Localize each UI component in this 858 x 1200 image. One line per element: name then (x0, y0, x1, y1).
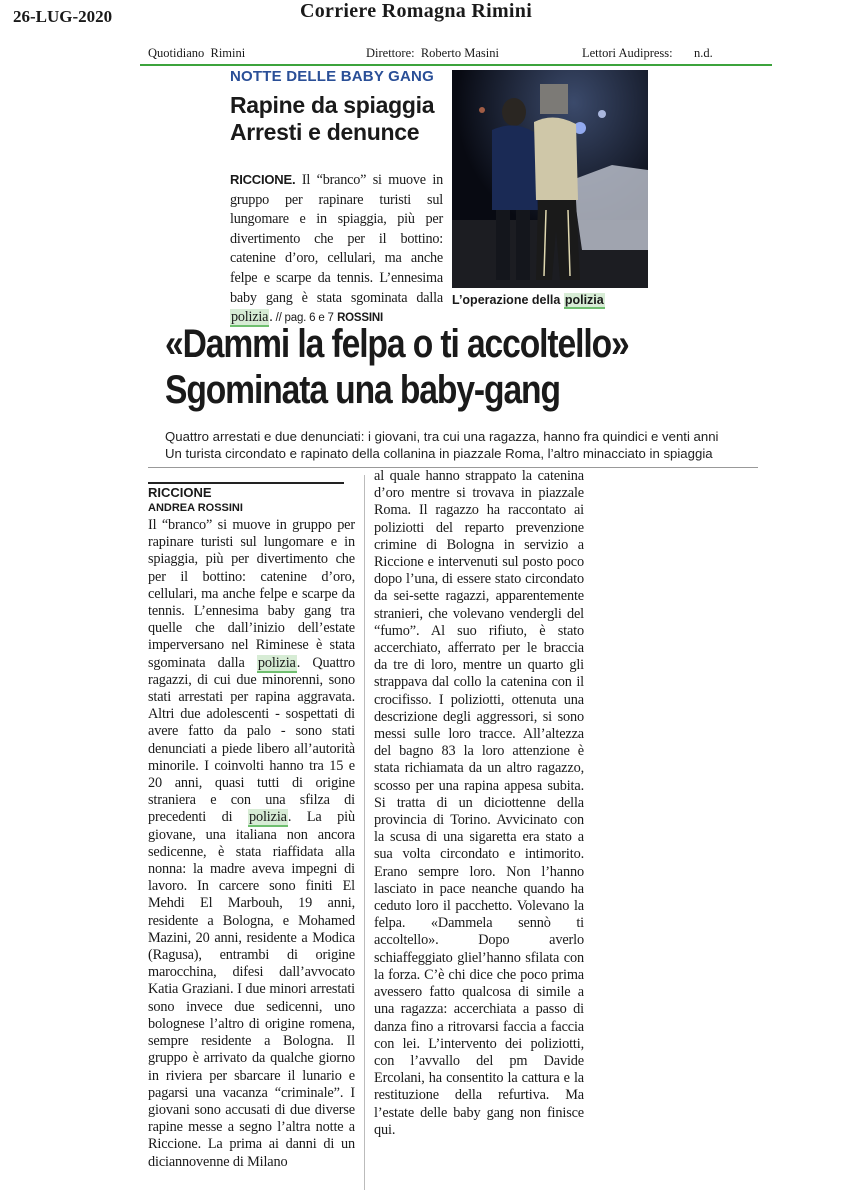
highlight-polizia: polizia (257, 654, 296, 671)
edition-label: Rimini (210, 46, 246, 60)
readers-label: Lettori Audipress: (582, 46, 673, 60)
article-section: RICCIONE (148, 485, 212, 500)
article-text: Il “branco” si muove in gruppo per rapinare turisti sul lungomare e in spiaggia, più per divertimento che per il bottino: catenine d’oro, cellulari, ma anche felpe e scarpe da tennis. L’ennesima baby gang tra quelle che dall’inizio dell’estate imperversano nel Riminese è stata sgominata dalla (148, 517, 355, 671)
section-rule (148, 482, 344, 484)
teaser-kicker: NOTTE DELLE BABY GANG (230, 68, 434, 85)
teaser-body-end: . (269, 309, 273, 326)
article-byline: ANDREA ROSSINI (148, 502, 243, 514)
teaser-place: RICCIONE. (230, 172, 296, 187)
header-divider (140, 64, 772, 66)
teaser-body: Il “branco” si muove in gruppo per rapinare turisti sul lungomare e in spiaggia, più per divertimento che per il bottino: catenine d’oro, cellulari, ma anche felpe e scarpe da tennis. L’ennesima baby gang è stata sgominata dalla (230, 172, 443, 306)
column-divider (364, 475, 365, 1190)
article-column-2: al quale hanno strappato la catenina d’oro mentre si trovava in piazzale Roma. Il ragazzo ha raccontato ai poliziotti del reparto prevenzione crimine di Bologna in servizio a Riccione e intervenuti sul posto poco dopo l’una, di essere stato circondato da sei-sette ragazzi, apparentemente stranieri, che volevano vendergli del “fumo”. Al suo rifiuto, è stato accerchiato, afferrato per le braccia da tre di loro, mentre un quarto gli strappava dal collo la catenina con il crocifisso. I poliziotti, ottenuta una descrizione degli aggressori, si sono messi sulle loro tracce. All’altezza del bagno 83 la loro attenzione è stata richiamata da un altro ragazzo, scosso per una rapina appesa subita. Si tratta di un diciottenne della provincia di Torino. Avvicinato con la scusa di una sigaretta era stato a sua volta circondato e intimorito. Erano sempre loro. Non l’hanno lasciato in pace neanche quando ha ceduto loro il pacchetto. Volevano la felpa. «Dammela sennò ti accoltello». Dopo averlo schiaffeggiato gliel’hanno sfilata con la forza. C’è chi dice che poco prima avessero fatto qualcosa di simile a una ragazza: accerchiata a passo di danza fino a ritrovarsi faccia a faccia con lei. L’intervento dei poliziotti, con l’avvallo del pm Davide Ercolani, ha consentito la cattura e la restituzione della refurtiva. Ma l’estate delle baby gang non finisce qui. (374, 468, 584, 1138)
highlight-polizia: polizia (248, 809, 287, 826)
police-operation-photo (452, 70, 648, 288)
subheadline (165, 428, 785, 462)
highlight-polizia: polizia (231, 309, 269, 326)
headline-line1: «Dammi la felpa o ti accoltello» (165, 322, 629, 366)
director-label: Direttore: (366, 46, 415, 60)
type-label: Quotidiano (148, 46, 205, 60)
director-name: Roberto Masini (420, 46, 499, 60)
article-column-1 (148, 517, 355, 1171)
photo-caption (452, 293, 605, 307)
teaser-text (230, 170, 443, 329)
readers-value: n.d. (694, 46, 713, 60)
headline-line2: Sgominata una baby-gang (165, 368, 560, 412)
teaser-title-line2: Arresti e denunce (230, 119, 420, 145)
caption-text: L’operazione della (452, 293, 564, 307)
teaser-title-line1: Rapine da spiaggia (230, 92, 435, 118)
main-headline (165, 321, 669, 413)
article-text: . La più giovane, una italiana non ancora sedicenne, è stata riaffidata alla nonna: la madre aveva impegni di lavoro. In carcere sono finiti El Mehdi El Marbouh, 19 anni, residente a Bologna, e Mohamed Mazini, 20 anni, residente a Modica (Ragusa), entrambi di origine marocchina, difesi dall’avvocato Katia Graziani. I due minori arrestati sono invece due sedicenni, uno bolognese l’altro di origine romena, sempre residente a Bologna. Il gruppo è arrivato da qualche giorno in riviera per sbarcare il lunario e pagarsi una vacanza “criminale”. I giovani sono accusati di due diverse rapine messe a segno l’altra notte a Riccione. La prima ai danni di un diciannovenne di Milano (148, 809, 355, 1170)
page-reference: // pag. 6 e 7 (272, 312, 334, 325)
director-info (366, 46, 499, 61)
teaser-title (230, 92, 445, 146)
highlight-polizia: polizia (564, 293, 604, 307)
newspaper-name: Corriere Romagna Rimini (300, 0, 533, 22)
publication-date: 26-LUG-2020 (13, 7, 113, 26)
edition-info (148, 46, 245, 61)
teaser-author: ROSSINI (337, 312, 383, 325)
news-photo (452, 70, 648, 288)
subheadline-line1: Quattro arrestati e due denunciati: i giovani, tra cui una ragazza, hanno fra quindici e venti anni (165, 429, 719, 444)
article-text: . Quattro ragazzi, di cui due minorenni, sono stati arrestati per rapina aggravata. Altri due adolescenti - sospettati di avere fatto da palo - sono stati denunciati a piede libero all’autorità minorile. I coinvolti hanno tra 15 e 20 anni, quasi tutti di origine straniera e con una sfilza di precedenti di (148, 654, 355, 826)
subheadline-line2: Un turista circondato e rapinato della collanina in piazzale Roma, l’altro minacciato in spiaggia (165, 446, 713, 461)
